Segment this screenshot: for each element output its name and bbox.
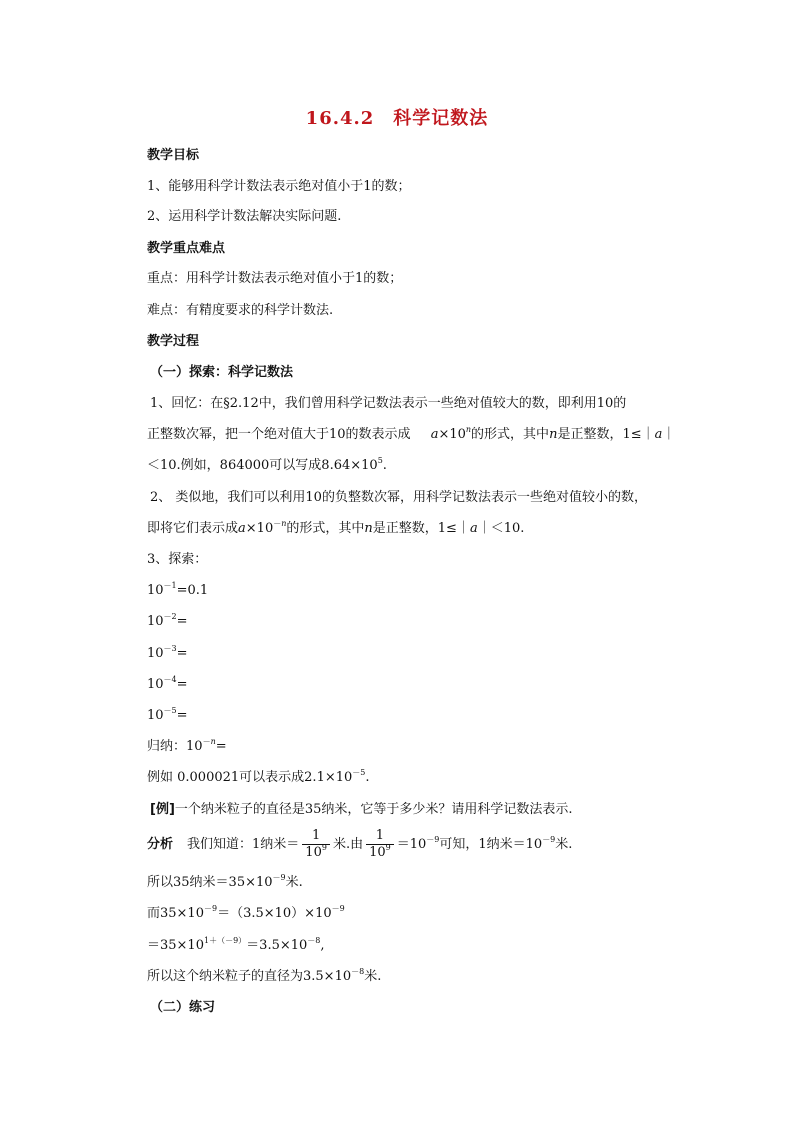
summary-label: 归纳： <box>147 739 187 754</box>
page-title: 16.4.2 科学记数法 <box>305 108 489 129</box>
para1-line2: 正整数次幂，把一个绝对值大于10的数表示成 $a\times 10^n$的形式，其中n是正整数，1≤｜a｜ <box>147 425 676 442</box>
process-heading: 教学过程 <box>147 334 200 349</box>
calc1-text-b: ＝（3.5×10）×10 <box>217 906 332 921</box>
para1-line3: ＜10.例如，864000可以写成$8.64\times 10^5$. <box>147 456 387 473</box>
goal-1: 1、能够用科学计数法表示绝对值小于1的数； <box>147 179 411 194</box>
calc-row-2: $=35\times 10^{1+(-9)}=3.5\times 10^{-8}$, <box>147 936 325 953</box>
fraction-1: $\frac{1}{10^9}$ <box>302 828 330 861</box>
so-end: 米. <box>285 875 303 890</box>
analysis-text-a: 我们知道：1纳米＝ <box>187 837 300 852</box>
summary-row: 归纳：$10^{-n}=$ <box>147 737 227 754</box>
para1-text-d: ＜10.例如，864000可以写成8.64×10 <box>147 458 378 473</box>
explore-row-4: $10^{-4}=$ <box>147 675 188 692</box>
analysis-row: 分析 我们知道：1纳米＝ $\frac{1}{10^9}$ 米.由 $\frac{1}{10^9}$ $=10^{-9}$可知，1纳米$=10^{-9}$米. <box>147 828 573 860</box>
explore-row-1: $10^{-1}=0.1$ <box>147 581 209 598</box>
conclusion-text: 所以这个纳米粒子的直径为3.5×10 <box>147 969 352 984</box>
analysis-label: 分析 <box>147 837 174 852</box>
para2-text-a: 即将它们表示成 <box>147 521 239 536</box>
example-row: 例如 0.000021可以表示成$2.1\times 10^{-5}$. <box>147 768 370 785</box>
explore-row-2: $10^{-2}=$ <box>147 612 188 629</box>
key-heading: 教学重点难点 <box>147 241 226 256</box>
key-point: 重点：用科学计数法表示绝对值小于1的数； <box>147 271 403 286</box>
analysis-text-c: ＝10 <box>396 837 427 852</box>
analysis-text-d: 可知，1纳米＝10 <box>439 837 543 852</box>
example-label: [例] <box>150 802 175 817</box>
para1-text-b: 的形式，其中 <box>471 427 550 442</box>
para2-text-d: ｜＜10. <box>477 521 525 536</box>
calc2-text-b: ＝3.5×10 <box>246 938 308 953</box>
conclusion-end: 米. <box>364 969 382 984</box>
goal-2: 2、运用科学计数法解决实际问题. <box>147 209 342 224</box>
calc-row-1: 而$35\times 10^{-9}=(3.5\times 10)\times 10^{-9}$ <box>147 904 345 921</box>
fraction-2: $\frac{1}{10^9}$ <box>366 828 394 861</box>
para2-text-c: 是正整数，1≤｜ <box>372 521 470 536</box>
explore-row-3: $10^{-3}=$ <box>147 644 188 661</box>
para2-line2: 即将它们表示成$a\times 10^{-n}$的形式，其中n是正整数，1≤｜a｜＜10. <box>147 519 525 536</box>
para2-text-b: 的形式，其中 <box>286 521 365 536</box>
calc1-text: 而35×10 <box>147 906 204 921</box>
explore-row-5: $10^{-5}=$ <box>147 706 188 723</box>
explore-row-1-value: =0.1 <box>176 583 209 598</box>
analysis-text-e: 米. <box>555 837 573 852</box>
example-text: 例如 0.000021可以表示成2.1×10 <box>147 770 353 785</box>
calc2-end: , <box>320 938 325 953</box>
so-row-1: 所以35纳米$=35\times 10^{-9}$米. <box>147 873 303 890</box>
analysis-text-b: 米.由 <box>332 837 364 852</box>
part1-heading: （一）探索：科学记数法 <box>150 365 294 380</box>
difficult-point: 难点：有精度要求的科学计数法. <box>147 303 334 318</box>
conclusion-row: 所以这个纳米粒子的直径为$3.5\times 10^{-8}$米. <box>147 967 382 984</box>
para1-text-c: 是正整数，1≤｜ <box>557 427 655 442</box>
so-text: 所以35纳米＝35×10 <box>147 875 273 890</box>
example-question <box>150 801 573 819</box>
explore-label: 3、探索： <box>147 552 208 567</box>
example-question-text: 一个纳米粒子的直径是35纳米，它等于多少米？请用科学记数法表示. <box>174 802 573 817</box>
goals-heading: 教学目标 <box>147 148 200 163</box>
calc2-text: ＝35×10 <box>147 938 204 953</box>
para1-line1: 1、回忆：在§2.12中，我们曾用科学记数法表示一些绝对值较大的数，即利用10的 <box>150 396 627 411</box>
part2-heading: （二）练习 <box>150 1000 216 1015</box>
para1-text-a: 正整数次幂，把一个绝对值大于10的数表示成 <box>147 427 411 442</box>
para2-line1: 2、 类似地，我们可以利用10的负整数次幂，用科学记数法表示一些绝对值较小的数， <box>150 490 647 505</box>
